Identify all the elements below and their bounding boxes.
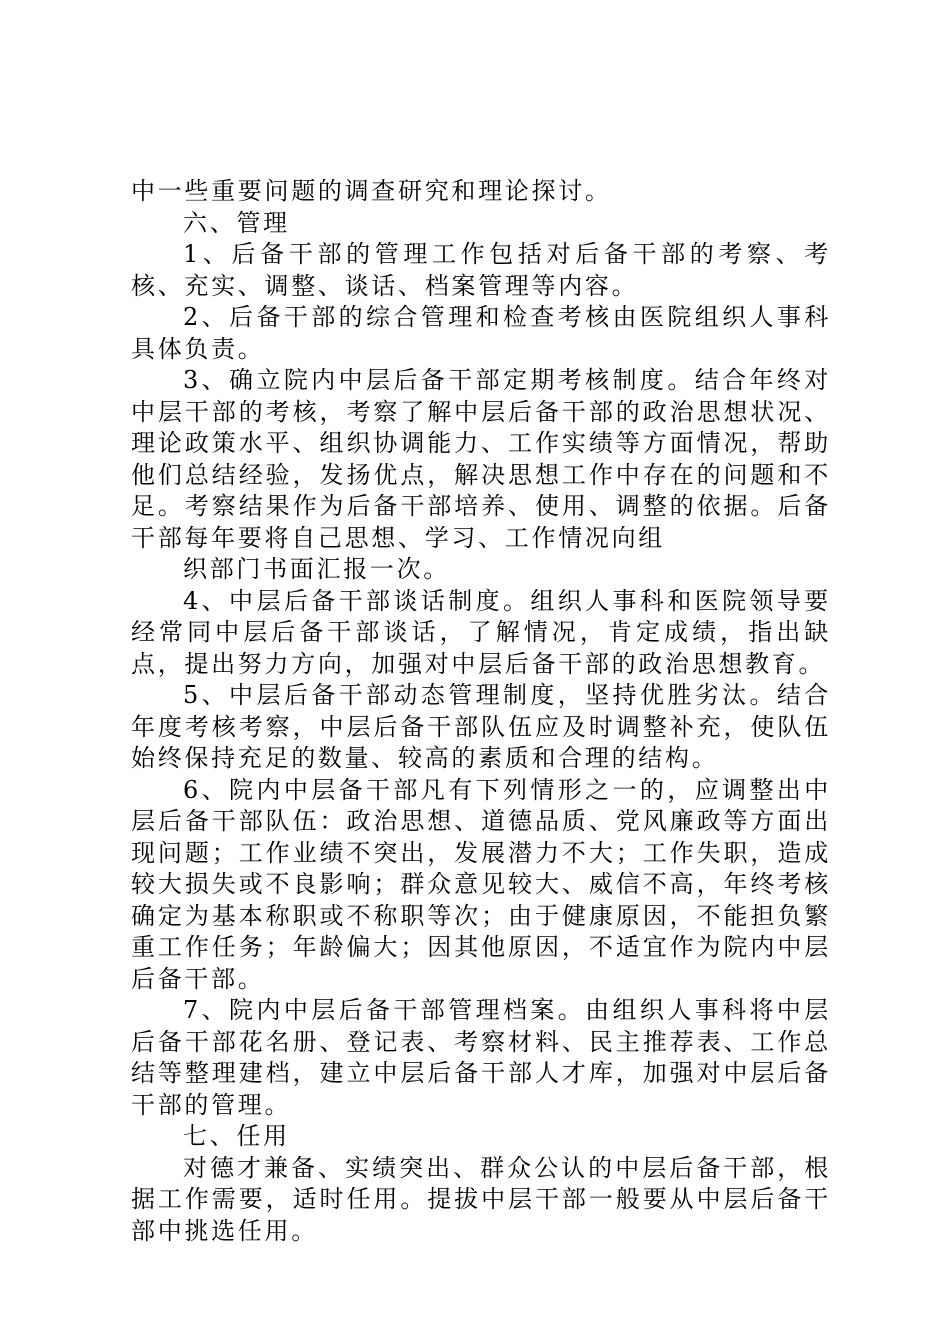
paragraph-item-3: 3、确立院内中层后备干部定期考核制度。结合年终对中层干部的考核，考察了解中层后备干部的政治思想状况、理论政策水平、组织协调能力、工作实绩等方面情况，帮助他们总结经验，发扬优点，解决思想工作中存在的问题和不足。考察结果作为后备干部培养、使用、调整的依据。后备干部每年要将自己思想、学习、工作情况向组 <box>131 366 831 552</box>
paragraph-item-5: 5、中层后备干部动态管理制度，坚持优胜劣汰。结合年度考核考察，中层后备干部队伍应及时调整补充，使队伍始终保持充足的数量、较高的素质和合理的结构。 <box>131 681 831 772</box>
paragraph-continuation: 中一些重要问题的调查研究和理论探讨。 <box>131 177 612 205</box>
paragraph-item-7: 7、院内中层后备干部管理档案。由组织人事科将中层后备干部花名册、登记表、考察材料、民主推荐表、工作总结等整理建档，建立中层后备干部人才库，加强对中层后备干部的管理。 <box>131 996 831 1119</box>
paragraph-item-4: 4、中层后备干部谈话制度。组织人事科和医院领导要经常同中层后备干部谈话，了解情况，肯定成绩，指出缺点，提出努力方向，加强对中层后备干部的政治思想教育。 <box>131 586 831 678</box>
section-heading-appointment: 七、任用 <box>183 1122 290 1150</box>
paragraph-item-6: 6、院内中层备干部凡有下列情形之一的，应调整出中层后备干部队伍：政治思想、道德品质、党风廉政等方面出现问题；工作业绩不突出，发展潜力不大；工作失职，造成较大损失或不良影响；群众意见较大、威信不高，年终考核确定为基本称职或不称职等次；由于健康原因，不能担负繁重工作任务；年龄偏大；因其他原因，不适宜作为院内中层后备干部。 <box>131 775 831 993</box>
paragraph-item-1: 1、后备干部的管理工作包括对后备干部的考察、考核、充实、调整、谈话、档案管理等内容。 <box>131 240 831 300</box>
paragraph-appointment: 对德才兼备、实绩突出、群众公认的中层后备干部，根据工作需要，适时任用。提拔中层干部一般要从中层后备干部中挑选任用。 <box>131 1153 831 1245</box>
paragraph-item-3-continued: 织部门书面汇报一次。 <box>183 555 450 583</box>
document-body <box>131 176 831 1247</box>
section-heading-management: 六、管理 <box>183 208 290 237</box>
paragraph-item-2: 2、后备干部的综合管理和检查考核由医院组织人事科具体负责。 <box>131 303 831 363</box>
